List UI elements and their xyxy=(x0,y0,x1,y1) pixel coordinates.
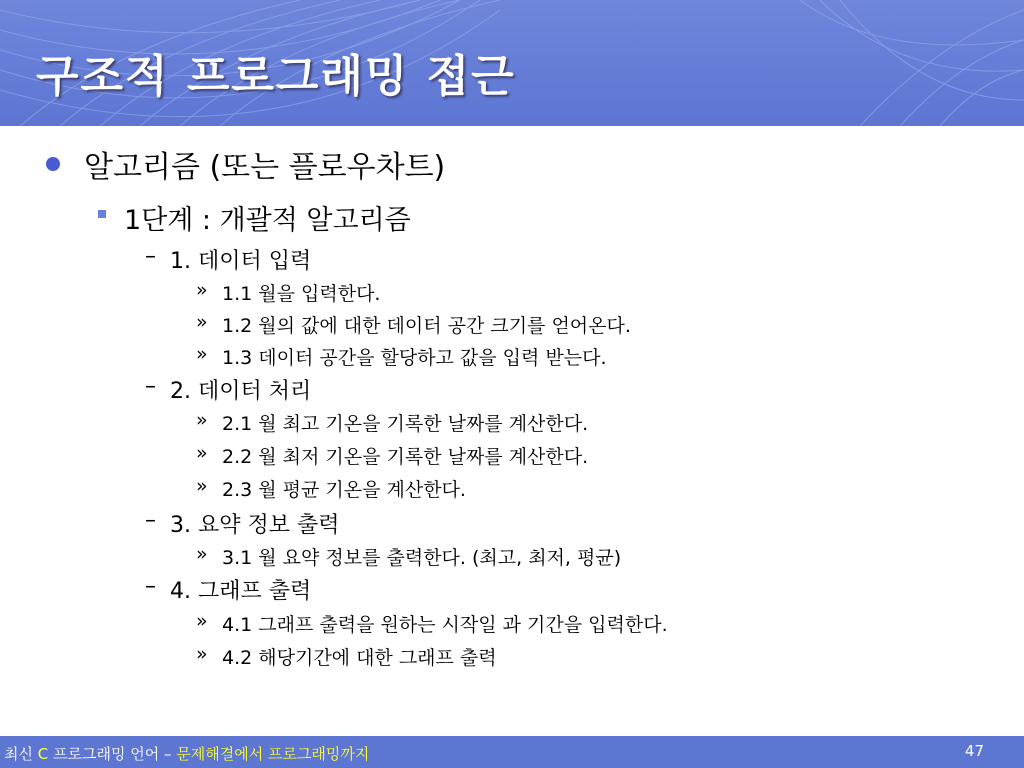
bullet-level2: 1단계 : 개괄적 알고리즘 xyxy=(124,205,411,236)
footer-prefix: 최신 xyxy=(4,745,38,763)
step-2-2: 2.2 월 최저 기온을 기록한 날짜를 계산한다. xyxy=(222,446,589,468)
step-3-1: 3.1 월 요약 정보를 출력한다. (최고, 최저, 평균) xyxy=(222,547,622,569)
raquo-icon: » xyxy=(196,311,208,333)
dash-icon: – xyxy=(145,374,156,399)
raquo-icon: » xyxy=(196,475,208,497)
section-1: 1. 데이터 입력 xyxy=(170,249,312,274)
dash-icon: – xyxy=(145,244,156,269)
slide-title: 구조적 프로그래밍 접근 xyxy=(36,51,516,102)
footer-book-title xyxy=(4,743,369,764)
footer-c-letter: C xyxy=(37,745,49,763)
dash-icon: – xyxy=(145,574,156,599)
raquo-icon: » xyxy=(196,543,208,565)
dash-icon: – xyxy=(145,508,156,533)
title-banner xyxy=(0,0,1024,126)
footer-middle: 프로그래밍 언어 – xyxy=(48,745,177,763)
section-2: 2. 데이터 처리 xyxy=(170,379,312,404)
bullet-square-icon xyxy=(98,210,106,218)
bullet-dot-icon xyxy=(46,157,60,171)
raquo-icon: » xyxy=(196,279,208,301)
step-4-1: 4.1 그래프 출력을 원하는 시작일 과 기간을 입력한다. xyxy=(222,614,668,636)
raquo-icon: » xyxy=(196,409,208,431)
step-4-2: 4.2 해당기간에 대한 그래프 출력 xyxy=(222,647,497,669)
raquo-icon: » xyxy=(196,643,208,665)
step-2-1: 2.1 월 최고 기온을 기록한 날짜를 계산한다. xyxy=(222,413,589,435)
step-2-3: 2.3 월 평균 기온을 계산한다. xyxy=(222,479,466,501)
step-1-1: 1.1 월을 입력한다. xyxy=(222,283,381,305)
footer-bar xyxy=(0,736,1024,768)
footer-subtitle: 문제해결에서 프로그래밍까지 xyxy=(176,745,370,763)
step-1-2: 1.2 월의 값에 대한 데이터 공간 크기를 얻어온다. xyxy=(222,315,631,337)
raquo-icon: » xyxy=(196,610,208,632)
raquo-icon: » xyxy=(196,442,208,464)
page-number: 47 xyxy=(964,742,984,760)
bullet-level1: 알고리즘 (또는 플로우차트) xyxy=(84,150,446,185)
section-3: 3. 요약 정보 출력 xyxy=(170,513,340,538)
step-1-3: 1.3 데이터 공간을 할당하고 값을 입력 받는다. xyxy=(222,347,607,369)
raquo-icon: » xyxy=(196,343,208,365)
section-4: 4. 그래프 출력 xyxy=(170,579,312,604)
